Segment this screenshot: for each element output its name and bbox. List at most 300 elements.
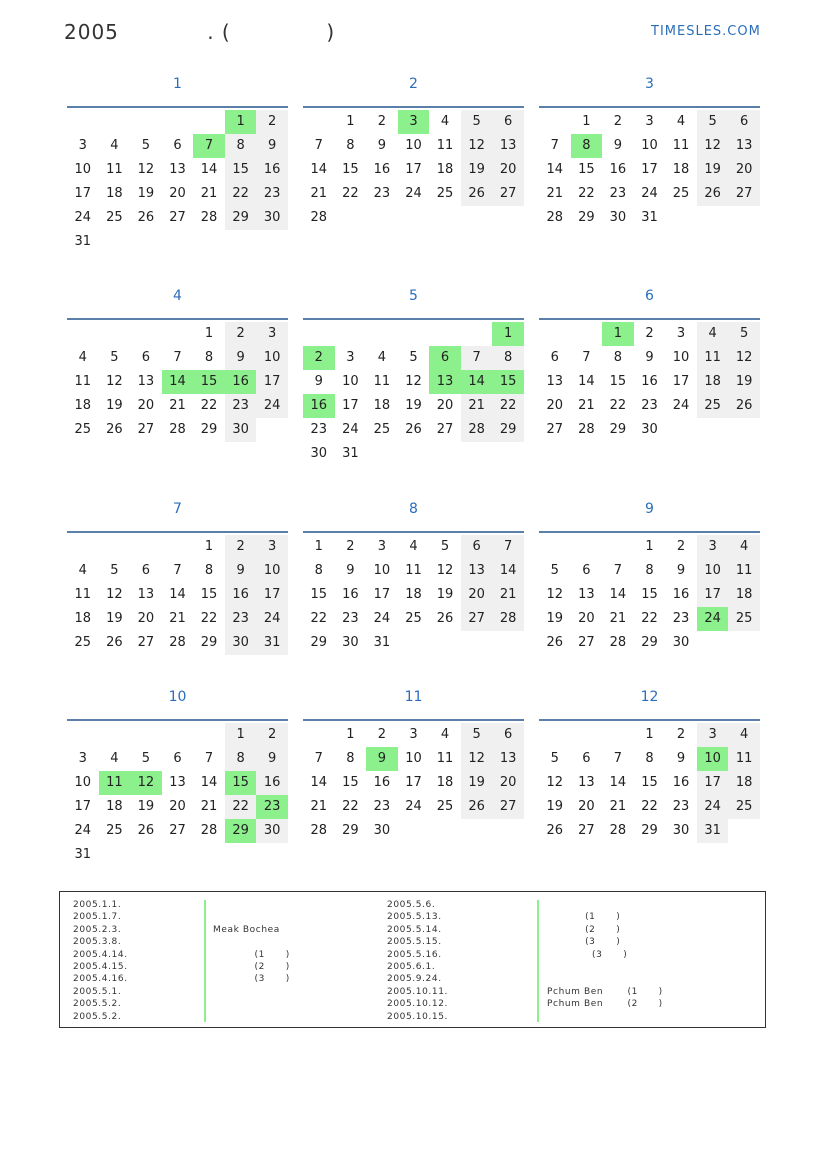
day-cell[interactable]: 27: [137, 422, 155, 437]
holiday-day-cell[interactable]: 1: [602, 322, 634, 346]
day-cell[interactable]: 20: [461, 583, 493, 607]
day-cell[interactable]: 18: [436, 162, 454, 177]
day-cell[interactable]: 13: [137, 374, 155, 389]
day-cell[interactable]: 5: [141, 751, 151, 766]
day-cell[interactable]: 20: [436, 398, 454, 413]
day-cell[interactable]: 22: [200, 398, 218, 413]
day-cell[interactable]: 14: [578, 374, 595, 389]
day-cell[interactable]: 26: [546, 635, 564, 650]
holiday-day-cell[interactable]: 12: [130, 771, 162, 795]
holiday-day-cell[interactable]: 23: [256, 795, 288, 819]
day-cell[interactable]: 30: [609, 210, 627, 225]
holiday-day-cell[interactable]: 7: [193, 134, 225, 158]
day-cell[interactable]: 19: [697, 158, 729, 182]
day-cell[interactable]: 13: [578, 587, 595, 602]
day-cell[interactable]: 18: [728, 771, 760, 795]
day-cell[interactable]: 3: [409, 727, 418, 742]
day-cell[interactable]: 4: [110, 751, 119, 766]
day-cell[interactable]: 13: [728, 134, 760, 158]
day-cell[interactable]: 18: [697, 370, 729, 394]
day-cell[interactable]: 28: [609, 635, 627, 650]
day-cell[interactable]: 3: [346, 350, 355, 365]
day-cell[interactable]: 6: [492, 110, 524, 134]
day-cell[interactable]: 27: [578, 635, 595, 650]
day-cell[interactable]: 11: [436, 751, 454, 766]
day-cell[interactable]: 12: [546, 587, 564, 602]
day-cell[interactable]: 13: [546, 374, 564, 389]
day-cell[interactable]: 16: [373, 775, 391, 790]
day-cell[interactable]: 19: [461, 771, 493, 795]
day-cell[interactable]: 26: [461, 182, 493, 206]
day-cell[interactable]: 19: [728, 370, 760, 394]
day-cell[interactable]: 27: [546, 422, 564, 437]
day-cell[interactable]: 26: [436, 611, 454, 626]
day-cell[interactable]: 21: [578, 398, 595, 413]
day-cell[interactable]: 28: [169, 422, 186, 437]
day-cell[interactable]: 12: [728, 346, 760, 370]
day-cell[interactable]: 8: [204, 563, 214, 578]
day-cell[interactable]: 27: [492, 182, 524, 206]
day-cell[interactable]: 23: [225, 394, 257, 418]
day-cell[interactable]: 8: [225, 747, 257, 771]
day-cell[interactable]: 12: [461, 134, 493, 158]
day-cell[interactable]: 25: [106, 823, 123, 838]
day-cell[interactable]: 11: [405, 563, 422, 578]
day-cell[interactable]: 15: [200, 587, 218, 602]
day-cell[interactable]: 23: [609, 186, 627, 201]
day-cell[interactable]: 17: [697, 583, 729, 607]
day-cell[interactable]: 5: [409, 350, 418, 365]
day-cell[interactable]: 17: [672, 374, 690, 389]
day-cell[interactable]: 24: [256, 607, 288, 631]
day-cell[interactable]: 6: [492, 723, 524, 747]
day-cell[interactable]: 25: [436, 799, 454, 814]
day-cell[interactable]: 2: [225, 535, 257, 559]
day-cell[interactable]: 9: [314, 374, 323, 389]
day-cell[interactable]: 4: [78, 350, 87, 365]
day-cell[interactable]: 27: [492, 795, 524, 819]
day-cell[interactable]: 14: [546, 162, 564, 177]
day-cell[interactable]: 8: [346, 751, 355, 766]
day-cell[interactable]: 29: [342, 823, 359, 838]
day-cell[interactable]: 17: [256, 583, 288, 607]
day-cell[interactable]: 5: [697, 110, 729, 134]
day-cell[interactable]: 8: [645, 563, 654, 578]
day-cell[interactable]: 4: [110, 138, 119, 153]
day-cell[interactable]: 15: [225, 158, 257, 182]
day-cell[interactable]: 3: [78, 751, 87, 766]
day-cell[interactable]: 3: [676, 326, 686, 341]
day-cell[interactable]: 3: [78, 138, 87, 153]
holiday-day-cell[interactable]: 24: [697, 607, 729, 631]
day-cell[interactable]: 11: [74, 374, 92, 389]
day-cell[interactable]: 10: [74, 162, 92, 177]
day-cell[interactable]: 16: [256, 771, 288, 795]
day-cell[interactable]: 22: [310, 611, 328, 626]
day-cell[interactable]: 8: [492, 346, 524, 370]
day-cell[interactable]: 15: [342, 162, 359, 177]
day-cell[interactable]: 30: [342, 635, 359, 650]
day-cell[interactable]: 11: [672, 138, 690, 153]
day-cell[interactable]: 20: [169, 799, 186, 814]
day-cell[interactable]: 24: [74, 210, 92, 225]
day-cell[interactable]: 13: [492, 747, 524, 771]
day-cell[interactable]: 29: [200, 635, 218, 650]
day-cell[interactable]: 27: [578, 823, 595, 838]
holiday-day-cell[interactable]: 16: [303, 394, 335, 418]
day-cell[interactable]: 24: [256, 394, 288, 418]
day-cell[interactable]: 20: [137, 611, 155, 626]
day-cell[interactable]: 2: [645, 326, 654, 341]
day-cell[interactable]: 6: [582, 563, 591, 578]
day-cell[interactable]: 1: [225, 723, 257, 747]
day-cell[interactable]: 27: [728, 182, 760, 206]
day-cell[interactable]: 28: [310, 210, 328, 225]
day-cell[interactable]: 2: [377, 727, 387, 742]
day-cell[interactable]: 25: [436, 186, 454, 201]
holiday-day-cell[interactable]: 29: [225, 819, 257, 843]
day-cell[interactable]: 23: [672, 799, 690, 814]
day-cell[interactable]: 15: [641, 587, 658, 602]
day-cell[interactable]: 29: [641, 823, 658, 838]
day-cell[interactable]: 22: [641, 799, 658, 814]
day-cell[interactable]: 24: [405, 799, 422, 814]
day-cell[interactable]: 20: [492, 771, 524, 795]
day-cell[interactable]: 29: [225, 206, 257, 230]
day-cell[interactable]: 24: [342, 422, 359, 437]
day-cell[interactable]: 13: [578, 775, 595, 790]
day-cell[interactable]: 23: [342, 611, 359, 626]
day-cell[interactable]: 18: [373, 398, 391, 413]
day-cell[interactable]: 22: [225, 795, 257, 819]
day-cell[interactable]: 26: [137, 823, 155, 838]
day-cell[interactable]: 22: [641, 611, 658, 626]
day-cell[interactable]: 16: [672, 587, 690, 602]
day-cell[interactable]: 13: [492, 134, 524, 158]
day-cell[interactable]: 19: [106, 398, 123, 413]
day-cell[interactable]: 2: [676, 727, 686, 742]
day-cell[interactable]: 7: [314, 138, 323, 153]
day-cell[interactable]: 6: [550, 350, 559, 365]
day-cell[interactable]: 6: [461, 535, 493, 559]
day-cell[interactable]: 10: [697, 559, 729, 583]
day-cell[interactable]: 3: [256, 322, 288, 346]
day-cell[interactable]: 17: [697, 771, 729, 795]
day-cell[interactable]: 25: [405, 611, 422, 626]
site-logo[interactable]: TIMESLES.COM: [651, 24, 761, 39]
day-cell[interactable]: 27: [169, 210, 186, 225]
day-cell[interactable]: 24: [373, 611, 391, 626]
day-cell[interactable]: 14: [492, 559, 524, 583]
day-cell[interactable]: 28: [310, 823, 328, 838]
day-cell[interactable]: 26: [106, 422, 123, 437]
day-cell[interactable]: 8: [346, 138, 355, 153]
day-cell[interactable]: 10: [405, 138, 422, 153]
day-cell[interactable]: 30: [672, 635, 690, 650]
day-cell[interactable]: 23: [256, 182, 288, 206]
day-cell[interactable]: 28: [609, 823, 627, 838]
day-cell[interactable]: 19: [546, 611, 564, 626]
day-cell[interactable]: 13: [169, 162, 186, 177]
day-cell[interactable]: 7: [204, 751, 214, 766]
day-cell[interactable]: 1: [645, 727, 654, 742]
holiday-day-cell[interactable]: 15: [492, 370, 524, 394]
day-cell[interactable]: 5: [440, 539, 450, 554]
day-cell[interactable]: 5: [461, 723, 493, 747]
day-cell[interactable]: 28: [200, 210, 218, 225]
day-cell[interactable]: 4: [728, 535, 760, 559]
day-cell[interactable]: 7: [582, 350, 591, 365]
day-cell[interactable]: 15: [342, 775, 359, 790]
day-cell[interactable]: 17: [405, 162, 422, 177]
day-cell[interactable]: 3: [377, 539, 387, 554]
day-cell[interactable]: 14: [200, 162, 218, 177]
day-cell[interactable]: 19: [436, 587, 454, 602]
day-cell[interactable]: 14: [310, 162, 328, 177]
day-cell[interactable]: 10: [672, 350, 690, 365]
day-cell[interactable]: 18: [672, 162, 690, 177]
day-cell[interactable]: 26: [546, 823, 564, 838]
day-cell[interactable]: 10: [342, 374, 359, 389]
day-cell[interactable]: 20: [728, 158, 760, 182]
day-cell[interactable]: 25: [106, 210, 123, 225]
holiday-day-cell[interactable]: 11: [99, 771, 131, 795]
day-cell[interactable]: 6: [173, 751, 182, 766]
day-cell[interactable]: 12: [106, 587, 123, 602]
day-cell[interactable]: 30: [225, 418, 257, 442]
day-cell[interactable]: 21: [461, 394, 493, 418]
day-cell[interactable]: 21: [546, 186, 564, 201]
day-cell[interactable]: 30: [373, 823, 391, 838]
day-cell[interactable]: 4: [728, 723, 760, 747]
day-cell[interactable]: 2: [346, 539, 355, 554]
day-cell[interactable]: 8: [314, 563, 323, 578]
day-cell[interactable]: 19: [137, 186, 155, 201]
day-cell[interactable]: 21: [169, 611, 186, 626]
day-cell[interactable]: 24: [74, 823, 92, 838]
day-cell[interactable]: 17: [342, 398, 359, 413]
day-cell[interactable]: 5: [461, 110, 493, 134]
day-cell[interactable]: 7: [613, 563, 623, 578]
day-cell[interactable]: 18: [106, 799, 123, 814]
day-cell[interactable]: 24: [641, 186, 658, 201]
day-cell[interactable]: 13: [137, 587, 155, 602]
day-cell[interactable]: 12: [546, 775, 564, 790]
day-cell[interactable]: 26: [461, 795, 493, 819]
day-cell[interactable]: 19: [405, 398, 422, 413]
day-cell[interactable]: 27: [169, 823, 186, 838]
day-cell[interactable]: 19: [106, 611, 123, 626]
holiday-day-cell[interactable]: 10: [697, 747, 729, 771]
day-cell[interactable]: 21: [609, 799, 627, 814]
day-cell[interactable]: 23: [310, 422, 328, 437]
day-cell[interactable]: 30: [672, 823, 690, 838]
day-cell[interactable]: 8: [645, 751, 654, 766]
day-cell[interactable]: 16: [641, 374, 658, 389]
day-cell[interactable]: 27: [461, 607, 493, 631]
day-cell[interactable]: 31: [697, 819, 729, 843]
day-cell[interactable]: 22: [342, 799, 359, 814]
day-cell[interactable]: 9: [377, 138, 387, 153]
day-cell[interactable]: 16: [256, 158, 288, 182]
day-cell[interactable]: 14: [609, 775, 627, 790]
day-cell[interactable]: 7: [314, 751, 323, 766]
day-cell[interactable]: 27: [436, 422, 454, 437]
day-cell[interactable]: 31: [373, 635, 391, 650]
day-cell[interactable]: 20: [169, 186, 186, 201]
day-cell[interactable]: 31: [74, 847, 92, 862]
day-cell[interactable]: 9: [256, 747, 288, 771]
day-cell[interactable]: 29: [609, 422, 627, 437]
day-cell[interactable]: 11: [728, 559, 760, 583]
day-cell[interactable]: 4: [440, 727, 450, 742]
day-cell[interactable]: 9: [676, 751, 686, 766]
day-cell[interactable]: 16: [225, 583, 257, 607]
day-cell[interactable]: 3: [645, 114, 654, 129]
day-cell[interactable]: 22: [200, 611, 218, 626]
day-cell[interactable]: 30: [310, 446, 328, 461]
day-cell[interactable]: 11: [74, 587, 92, 602]
day-cell[interactable]: 13: [169, 775, 186, 790]
day-cell[interactable]: 1: [645, 539, 654, 554]
day-cell[interactable]: 17: [405, 775, 422, 790]
day-cell[interactable]: 8: [204, 350, 214, 365]
day-cell[interactable]: 27: [137, 635, 155, 650]
holiday-day-cell[interactable]: 8: [571, 134, 603, 158]
day-cell[interactable]: 21: [169, 398, 186, 413]
day-cell[interactable]: 23: [373, 799, 391, 814]
day-cell[interactable]: 7: [173, 563, 182, 578]
day-cell[interactable]: 3: [256, 535, 288, 559]
day-cell[interactable]: 25: [672, 186, 690, 201]
day-cell[interactable]: 20: [137, 398, 155, 413]
day-cell[interactable]: 14: [200, 775, 218, 790]
day-cell[interactable]: 26: [697, 182, 729, 206]
day-cell[interactable]: 9: [225, 559, 257, 583]
day-cell[interactable]: 19: [137, 799, 155, 814]
day-cell[interactable]: 9: [225, 346, 257, 370]
day-cell[interactable]: 15: [578, 162, 595, 177]
day-cell[interactable]: 6: [141, 350, 151, 365]
day-cell[interactable]: 3: [697, 535, 729, 559]
day-cell[interactable]: 6: [728, 110, 760, 134]
day-cell[interactable]: 16: [609, 162, 627, 177]
day-cell[interactable]: 22: [609, 398, 627, 413]
day-cell[interactable]: 4: [440, 114, 450, 129]
day-cell[interactable]: 10: [256, 559, 288, 583]
day-cell[interactable]: 31: [256, 631, 288, 655]
day-cell[interactable]: 11: [373, 374, 391, 389]
day-cell[interactable]: 8: [613, 350, 623, 365]
day-cell[interactable]: 17: [74, 799, 92, 814]
day-cell[interactable]: 29: [641, 635, 658, 650]
day-cell[interactable]: 5: [550, 563, 559, 578]
day-cell[interactable]: 2: [225, 322, 257, 346]
day-cell[interactable]: 23: [672, 611, 690, 626]
day-cell[interactable]: 15: [609, 374, 627, 389]
day-cell[interactable]: 21: [200, 186, 218, 201]
day-cell[interactable]: 2: [613, 114, 623, 129]
day-cell[interactable]: 20: [492, 158, 524, 182]
day-cell[interactable]: 5: [141, 138, 151, 153]
day-cell[interactable]: 10: [373, 563, 391, 578]
holiday-day-cell[interactable]: 14: [162, 370, 194, 394]
day-cell[interactable]: 21: [310, 799, 328, 814]
day-cell[interactable]: 14: [609, 587, 627, 602]
day-cell[interactable]: 16: [373, 162, 391, 177]
day-cell[interactable]: 9: [613, 138, 623, 153]
day-cell[interactable]: 28: [546, 210, 564, 225]
day-cell[interactable]: 4: [409, 539, 418, 554]
day-cell[interactable]: 5: [728, 322, 760, 346]
day-cell[interactable]: 20: [578, 611, 595, 626]
day-cell[interactable]: 16: [672, 775, 690, 790]
day-cell[interactable]: 17: [373, 587, 391, 602]
day-cell[interactable]: 5: [110, 563, 119, 578]
day-cell[interactable]: 18: [106, 186, 123, 201]
holiday-day-cell[interactable]: 15: [193, 370, 225, 394]
day-cell[interactable]: 31: [342, 446, 359, 461]
day-cell[interactable]: 9: [645, 350, 654, 365]
day-cell[interactable]: 1: [582, 114, 591, 129]
day-cell[interactable]: 6: [173, 138, 182, 153]
day-cell[interactable]: 7: [461, 346, 493, 370]
day-cell[interactable]: 30: [641, 422, 658, 437]
day-cell[interactable]: 14: [310, 775, 328, 790]
day-cell[interactable]: 6: [582, 751, 591, 766]
day-cell[interactable]: 5: [550, 751, 559, 766]
day-cell[interactable]: 10: [405, 751, 422, 766]
day-cell[interactable]: 4: [676, 114, 686, 129]
day-cell[interactable]: 12: [405, 374, 422, 389]
day-cell[interactable]: 15: [641, 775, 658, 790]
day-cell[interactable]: 1: [314, 539, 323, 554]
day-cell[interactable]: 25: [728, 607, 760, 631]
day-cell[interactable]: 18: [728, 583, 760, 607]
day-cell[interactable]: 28: [492, 607, 524, 631]
day-cell[interactable]: 2: [256, 723, 288, 747]
day-cell[interactable]: 11: [697, 346, 729, 370]
day-cell[interactable]: 21: [492, 583, 524, 607]
day-cell[interactable]: 17: [256, 370, 288, 394]
day-cell[interactable]: 14: [169, 587, 186, 602]
day-cell[interactable]: 29: [200, 422, 218, 437]
day-cell[interactable]: 21: [310, 186, 328, 201]
day-cell[interactable]: 22: [225, 182, 257, 206]
day-cell[interactable]: 9: [676, 563, 686, 578]
day-cell[interactable]: 25: [74, 422, 92, 437]
day-cell[interactable]: 13: [461, 559, 493, 583]
day-cell[interactable]: 26: [137, 210, 155, 225]
day-cell[interactable]: 2: [256, 110, 288, 134]
day-cell[interactable]: 29: [310, 635, 328, 650]
day-cell[interactable]: 11: [728, 747, 760, 771]
day-cell[interactable]: 23: [373, 186, 391, 201]
day-cell[interactable]: 7: [173, 350, 182, 365]
day-cell[interactable]: 20: [578, 799, 595, 814]
day-cell[interactable]: 25: [728, 795, 760, 819]
day-cell[interactable]: 4: [697, 322, 729, 346]
holiday-day-cell[interactable]: 14: [461, 370, 493, 394]
holiday-day-cell[interactable]: 2: [303, 346, 335, 370]
day-cell[interactable]: 5: [110, 350, 119, 365]
day-cell[interactable]: 28: [200, 823, 218, 838]
day-cell[interactable]: 24: [405, 186, 422, 201]
day-cell[interactable]: 24: [697, 795, 729, 819]
holiday-day-cell[interactable]: 13: [429, 370, 461, 394]
day-cell[interactable]: 28: [578, 422, 595, 437]
day-cell[interactable]: 29: [492, 418, 524, 442]
